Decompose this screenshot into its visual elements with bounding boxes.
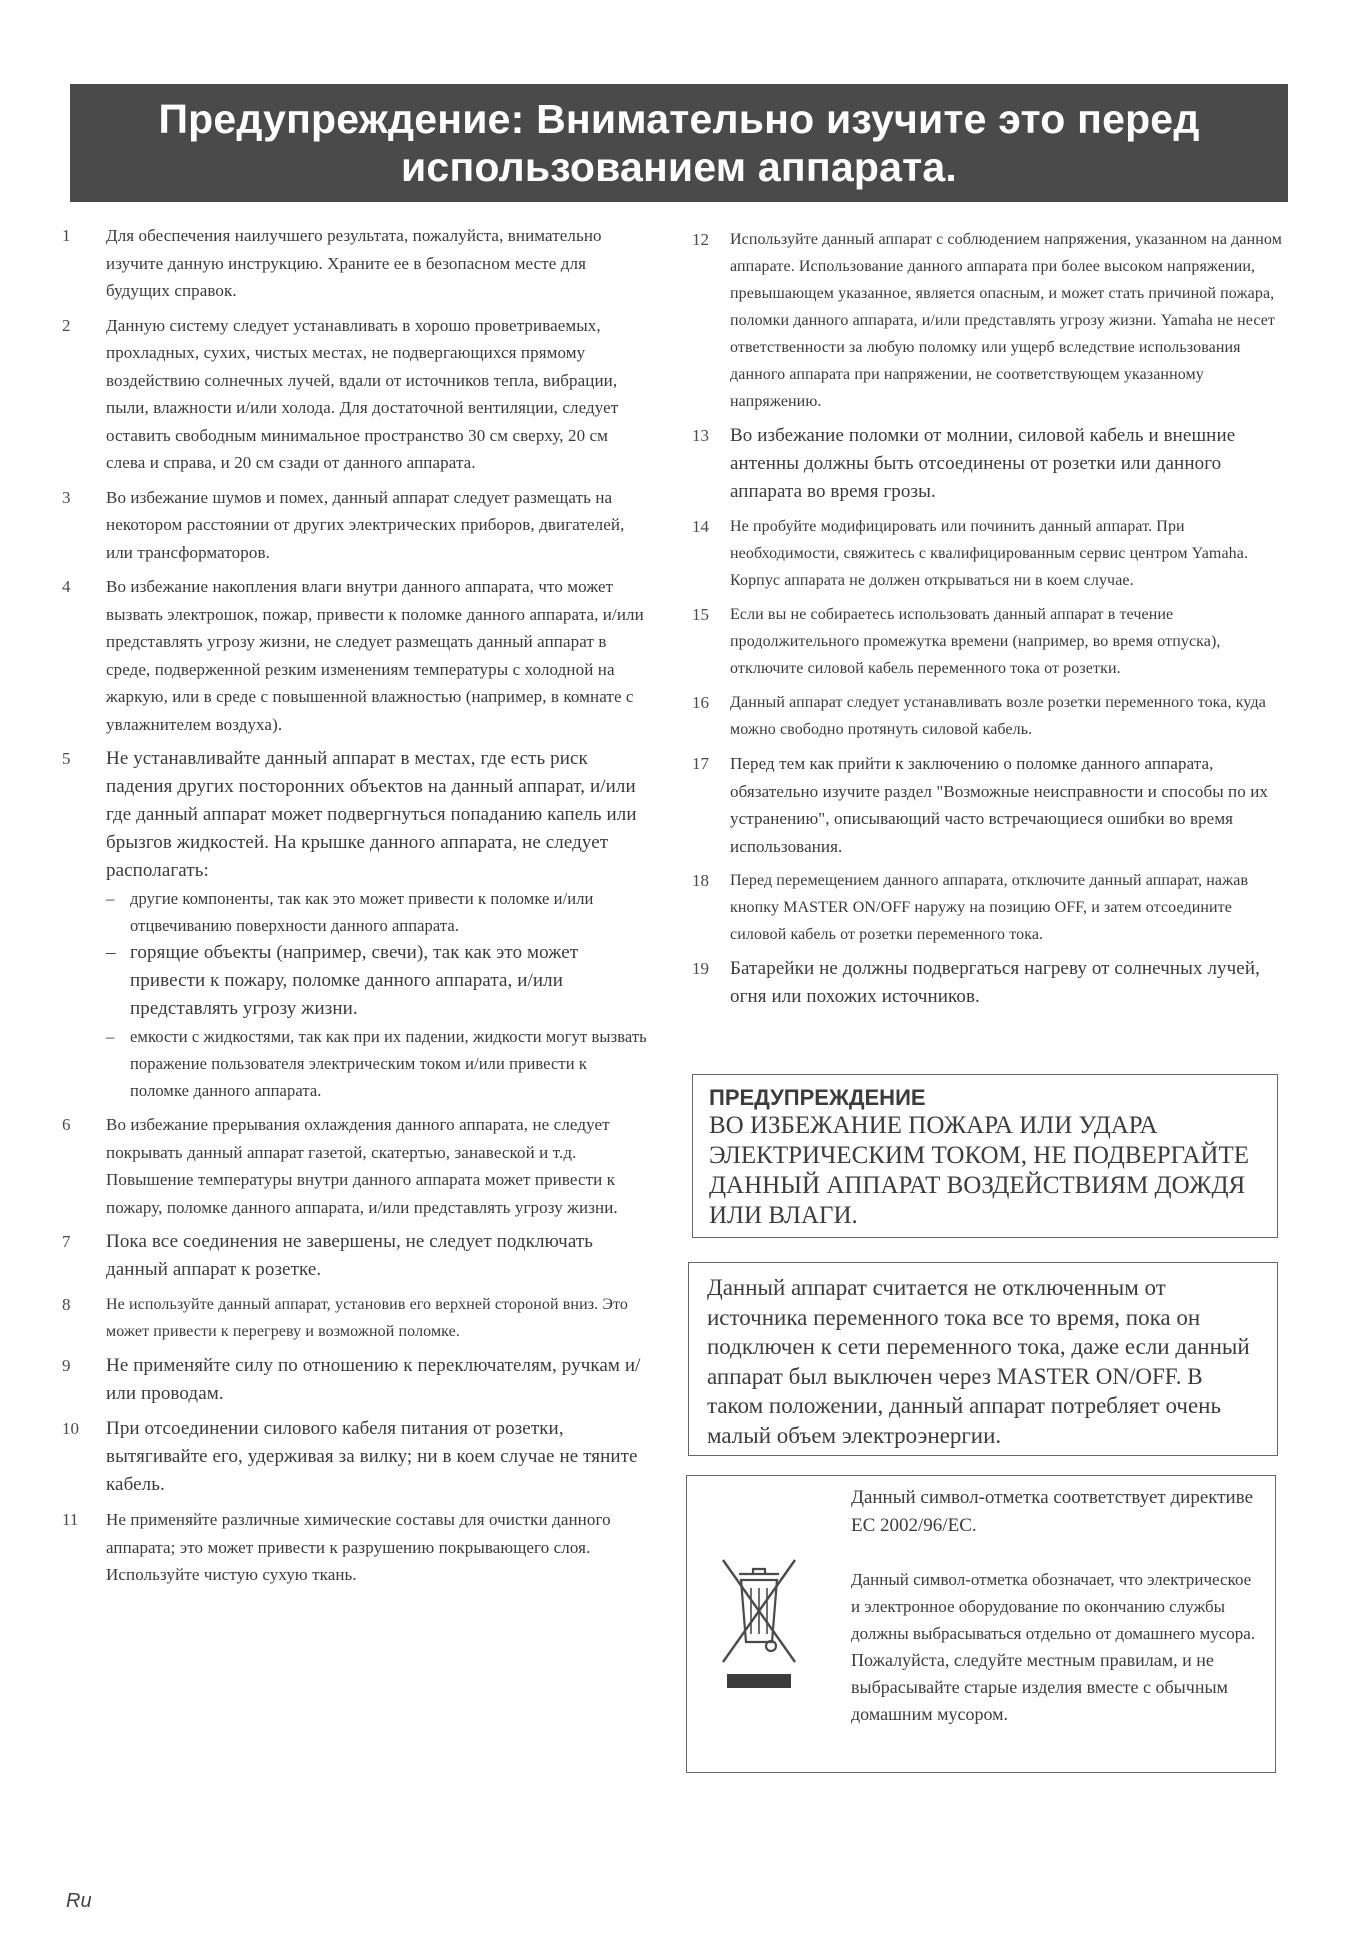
item-text: Не применяйте силу по отношению к переключателям, ручкам и/или проводам. <box>106 1355 641 1404</box>
item-text: При отсоединении силового кабеля питания от розетки, вытягивайте его, удерживая за вилку; ни в коем случае не тяните кабель. <box>106 1418 638 1495</box>
list-item <box>62 1228 650 1284</box>
list-item <box>62 1415 650 1499</box>
item-text: Если вы не собираетесь использовать данный аппарат в течение продолжительного промежутка времени (например, во время отпуска), отключите силовой кабель переменного тока от розетки. <box>730 606 1221 677</box>
item-number: 6 <box>62 1115 71 1134</box>
item-number: 7 <box>62 1232 71 1251</box>
sub-item-text: емкости с жидкостями, так как при их падении, жидкости могут вызвать поражение пользователя электрическим током и/или привести к поломке данного аппарата. <box>130 1027 647 1100</box>
item-text: Пока все соединения не завершены, не следует подключать данный аппарат к розетке. <box>106 1231 594 1280</box>
warning-body: ВО ИЗБЕЖАНИЕ ПОЖАРА ИЛИ УДАРА ЭЛЕКТРИЧЕСКИМ ТОКОМ, НЕ ПОДВЕРГАЙТЕ ДАННЫЙ АППАРАТ ВОЗДЕЙСТВИЯМ ДОЖДЯ ИЛИ ВЛАГИ. <box>709 1112 1250 1229</box>
standby-notice-box <box>688 1262 1278 1456</box>
item-number: 11 <box>62 1510 79 1529</box>
item-number: 16 <box>692 693 709 712</box>
list-item <box>62 573 650 738</box>
list-item <box>62 312 650 477</box>
weee-meaning-text: Данный символ-отметка обозначает, что электрическое и электронное оборудование по окончанию службы должны выбрасываться отдельно от домашнего мусора. <box>851 1570 1256 1643</box>
list-item <box>692 226 1286 415</box>
item-text: Данную систему следует устанавливать в хорошо проветриваемых, прохладных, сухих, чистых местах, не подвергающихся прямому воздействию солнечных лучей, вдали от источников тепла, вибрации, пыли, влажности и/или холода. Для достаточной вентиляции, следует оставить свободным минимальное пространство 30 см сверху, 20 см слева и справа, и 20 см сзади от данного аппарата. <box>106 315 619 472</box>
sub-item: – горящие объекты (например, свечи), так как это может привести к пожару, поломке данного аппарата, и/или представлять угрозу жизни. <box>106 939 650 1023</box>
item-number: 14 <box>692 517 709 536</box>
list-item <box>692 689 1286 743</box>
item-text: Не применяйте различные химические составы для очистки данного аппарата; это может привести к разрушению покрывающего слоя. Используйте чистую сухую ткань. <box>106 1510 611 1584</box>
list-item <box>692 513 1286 594</box>
list-item <box>62 1506 650 1589</box>
item-text: Используйте данный аппарат с соблюдением напряжения, указанном на данном аппарате. Использование данного аппарата при более высоком напряжении, превышающем указанное, является опасным, и может стать причиной пожара, поломки данного аппарата, и/или представлять угрозу жизни. Yamaha не несет ответственности за любую поломку или ущерб вследствие использования данного аппарата при напряжении, не соответствующем указанному напряжению. <box>730 231 1282 410</box>
item-text: Во избежание поломки от молнии, силовой кабель и внешние антенны должны быть отсоединены от розетки или данного аппарата во время грозы. <box>730 425 1236 502</box>
sub-item: – другие компоненты, так как это может привести к поломке и/или отцвечиванию поверхности данного аппарата. <box>106 885 650 939</box>
item-number: 3 <box>62 487 71 507</box>
weee-text <box>851 1484 1261 1728</box>
page-title <box>158 95 1199 191</box>
weee-directive-text: Данный символ-отметка соответствует директиве EC 2002/96/EC. <box>851 1487 1253 1536</box>
item-number: 19 <box>692 959 709 978</box>
list-item <box>692 422 1286 506</box>
item-number: 1 <box>62 226 71 245</box>
warning-box <box>692 1074 1278 1238</box>
list-item <box>692 750 1286 860</box>
item-text: Перед тем как прийти к заключению о поломке данного аппарата, обязательно изучите раздел "Возможные неисправности и способы по их устранению", описывающий часто встречающиеся ошибки во время использования. <box>730 754 1269 856</box>
item-number: 8 <box>62 1295 71 1314</box>
item-text-block <box>106 745 650 1104</box>
item-number: 13 <box>692 426 709 445</box>
sub-item: – емкости с жидкостями, так как при их падении, жидкости могут вызвать поражение пользователя электрическим током и/или привести к поломке данного аппарата. <box>106 1023 650 1104</box>
item-number: 2 <box>62 315 71 335</box>
sub-item-text: другие компоненты, так как это может привести к поломке и/или отцвечиванию поверхности данного аппарата. <box>130 889 594 935</box>
left-column <box>62 222 650 1596</box>
item-text: Во избежание прерывания охлаждения данного аппарата, не следует покрывать данный аппарат газетой, скатертью, занавеской и т.д. Повышение температуры внутри данного аппарата может привести к пожару, поломке данного аппарата, и/или представлять угрозу жизни. <box>106 1115 618 1217</box>
page-title-line1: Предупреждение: Внимательно изучите это перед <box>158 96 1200 142</box>
item-text: Не используйте данный аппарат, установив его верхней стороной вниз. Это может привести к перегреву и возможной поломке. <box>106 1296 628 1340</box>
item-number: 5 <box>62 749 71 768</box>
item-number: 4 <box>62 577 71 596</box>
right-column <box>692 226 1286 1018</box>
item-text: Во избежание накопления влаги внутри данного аппарата, что может вызвать электрошок, пожар, привести к поломке данного аппарата, и/или представлять угрозу жизни, не следует размещать данный аппарат в среде, подверженной резким изменениям температуры с холодной на жаркую, или в среде с повышенной влажностью (например, в комнате с увлажнителем воздуха). <box>106 577 644 734</box>
item-text: Не устанавливайте данный аппарат в местах, где есть риск падения других посторонних объектов на данный аппарат, и/или где данный аппарат может подвергнуться попаданию капель или брызгов жидкостей. На крышке данного аппарата, не следует располагать: <box>106 748 637 881</box>
title-banner <box>70 84 1288 202</box>
list-item <box>62 1352 650 1408</box>
item-number: 10 <box>62 1419 79 1438</box>
list-item <box>62 745 650 1104</box>
list-item <box>692 601 1286 682</box>
item-text: Батарейки не должны подвергаться нагреву от солнечных лучей, огня или похожих источников. <box>730 958 1260 1007</box>
page-title-line2: использованием аппарата. <box>401 144 957 190</box>
item-number: 18 <box>692 871 709 890</box>
weee-instruction-text: Пожалуйста, следуйте местным правилам, и не выбрасывайте старые изделия вместе с обычным домашним мусором. <box>851 1650 1228 1724</box>
sub-list <box>106 885 650 1104</box>
warning-title: ПРЕДУПРЕЖДЕНИЕ <box>709 1085 926 1110</box>
crossed-out-wheelie-bin-icon <box>719 1550 799 1690</box>
item-number: 15 <box>692 605 709 624</box>
item-text: Во избежание шумов и помех, данный аппарат следует размещать на некотором расстоянии от других электрических приборов, двигателей, или трансформаторов. <box>106 487 625 562</box>
list-item <box>62 222 650 305</box>
item-text: Перед перемещением данного аппарата, отключите данный аппарат, нажав кнопку MASTER ON/OFF наружу на позицию OFF, и затем отсоедините силовой кабель от розетки переменного тока. <box>730 872 1249 943</box>
item-number: 12 <box>692 230 709 249</box>
page-language-marker: Ru <box>66 1890 92 1912</box>
item-text: Для обеспечения наилучшего результата, пожалуйста, внимательно изучите данную инструкцию. Храните ее в безопасном месте для будущих справок. <box>106 226 602 300</box>
list-item <box>692 955 1286 1011</box>
item-number: 17 <box>692 754 709 773</box>
list-item <box>62 484 650 567</box>
item-text: Данный аппарат следует устанавливать возле розетки переменного тока, куда можно свободно протянуть силовой кабель. <box>730 694 1266 738</box>
item-text: Не пробуйте модифицировать или починить данный аппарат. При необходимости, свяжитесь с квалифицированным сервис центром Yamaha. Корпус аппарата не должен открываться ни в коем случае. <box>730 518 1249 589</box>
item-number: 9 <box>62 1356 71 1375</box>
list-item <box>62 1291 650 1345</box>
list-item <box>692 867 1286 948</box>
weee-box <box>686 1475 1276 1773</box>
sub-item-text: горящие объекты (например, свечи), так как это может привести к пожару, поломке данного аппарата, и/или представлять угрозу жизни. <box>130 942 579 1019</box>
list-item <box>62 1111 650 1221</box>
standby-notice-text: Данный аппарат считается не отключенным от источника переменного тока все то время, пока он подключен к сети переменного тока, даже если данный аппарат был выключен через MASTER ON/OFF. В таком положении, данный аппарат потребляет очень малый объем электроэнергии. <box>707 1275 1250 1448</box>
